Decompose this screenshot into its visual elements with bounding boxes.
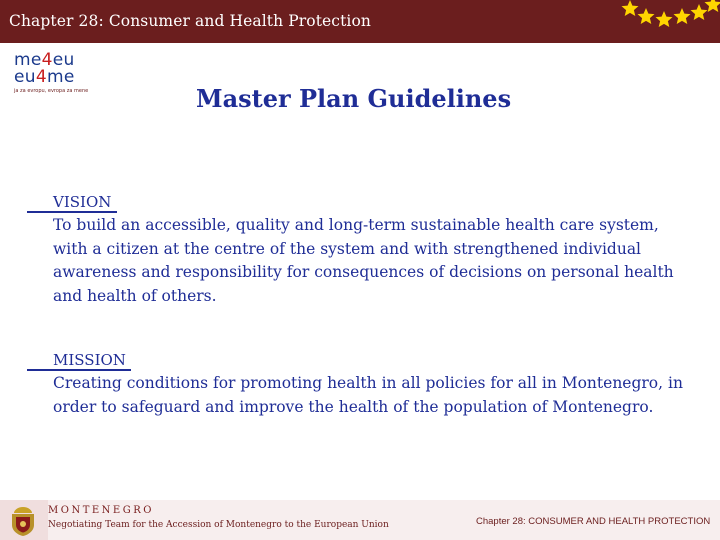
coat-of-arms-icon	[8, 505, 38, 537]
footer-country: MONTENEGRO	[48, 505, 154, 516]
logo-line-1: me4eu	[14, 50, 75, 70]
mission-text: Creating conditions for promoting health in all policies for all in Montenegro, in order to safeguard and improve the health of the population of Montenegro.	[53, 374, 683, 416]
vision-text: To build an accessible, quality and long-term sustainable health care system, with a citizen at the centre of the system and with strengthened individual awareness and responsibility for consequences of decisions on personal health and health of others.	[53, 216, 674, 305]
logo-line-2: eu4me	[14, 67, 75, 87]
page-title: Master Plan Guidelines	[196, 84, 512, 113]
vision-section	[53, 192, 693, 308]
header-bar	[0, 0, 720, 43]
mission-section	[53, 350, 693, 419]
vision-heading: VISION	[53, 193, 112, 211]
mission-heading: MISSION	[53, 351, 126, 369]
footer-team: Negotiating Team for the Accession of Montenegro to the European Union	[48, 520, 389, 530]
footer-chapter: Chapter 28: CONSUMER AND HEALTH PROTECTION	[476, 516, 711, 527]
header-title: Chapter 28: Consumer and Health Protection	[9, 12, 371, 30]
eu-stars-icon	[600, 0, 720, 43]
logo-tagline: ja za evropu, evropa za mene	[14, 88, 89, 94]
me4eu-logo	[14, 52, 114, 98]
